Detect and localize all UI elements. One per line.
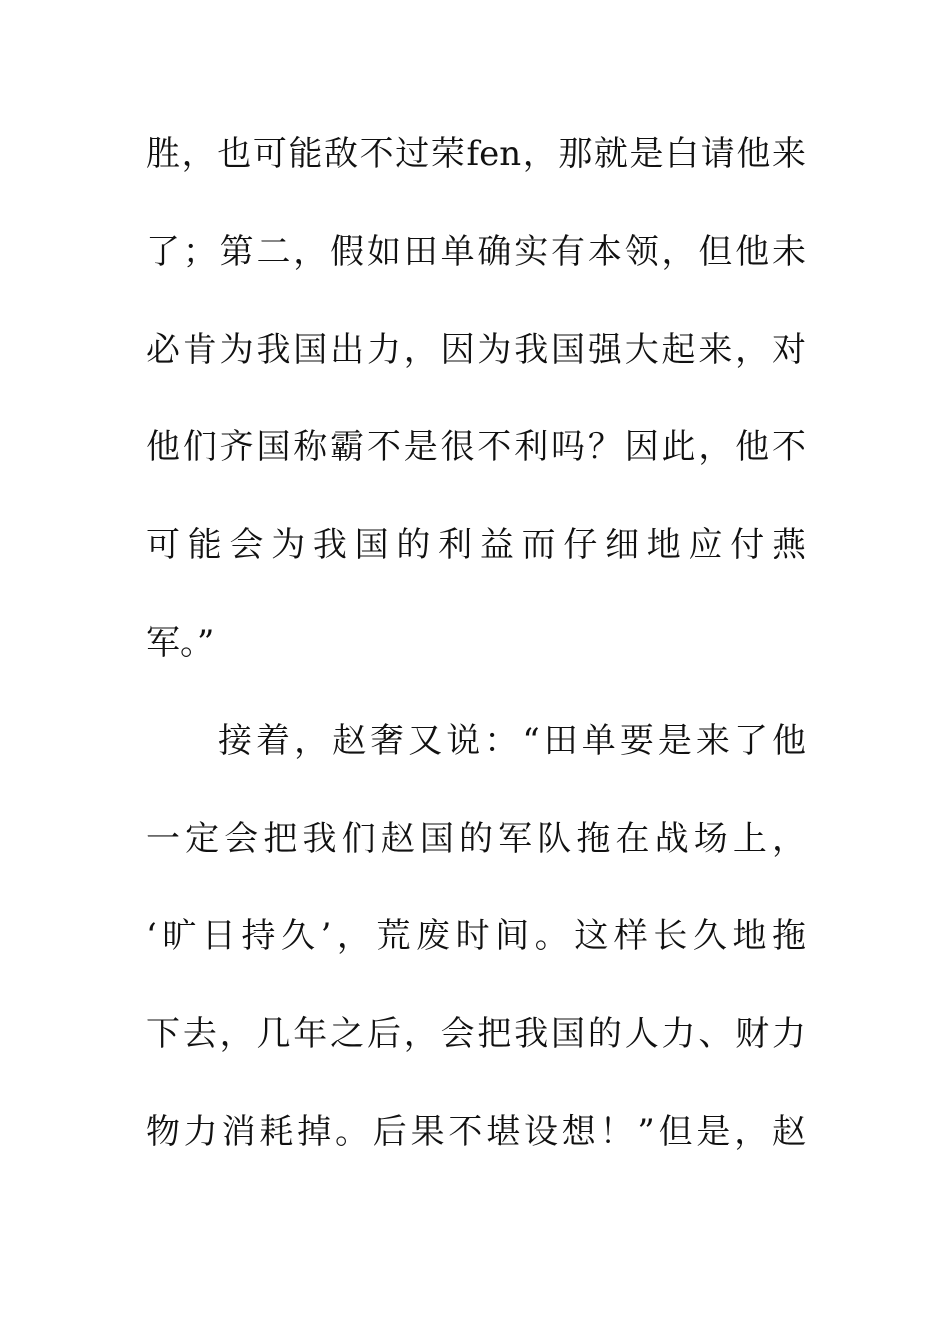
text-line: 他们齐国称霸不是很不利吗？因此，他不 [146, 427, 806, 468]
text-line: ‘旷日持久’，荒废时间。这样长久地拖 [146, 916, 806, 957]
text-line: 物力消耗掉。后果不堪设想！”但是，赵 [146, 1111, 806, 1152]
text-line: 了；第二，假如田单确实有本领，但他未 [146, 231, 806, 272]
text-line: 下去，几年之后，会把我国的人力、财力 [146, 1014, 806, 1055]
text-line: 可能会为我国的利益而仔细地应付燕 [146, 525, 806, 566]
paragraph-end-line: 军。” [146, 622, 215, 663]
text-line: 必肯为我国出力，因为我国强大起来，对 [146, 329, 806, 370]
body-text [146, 122, 806, 1198]
text-line: 一定会把我们赵国的军队拖在战场上， [146, 818, 806, 859]
paragraph-start-line: 接着，赵奢又说：“田单要是来了他 [218, 720, 806, 761]
text-line: 胜，也可能敌不过荣fen，那就是白请他来 [146, 134, 806, 174]
